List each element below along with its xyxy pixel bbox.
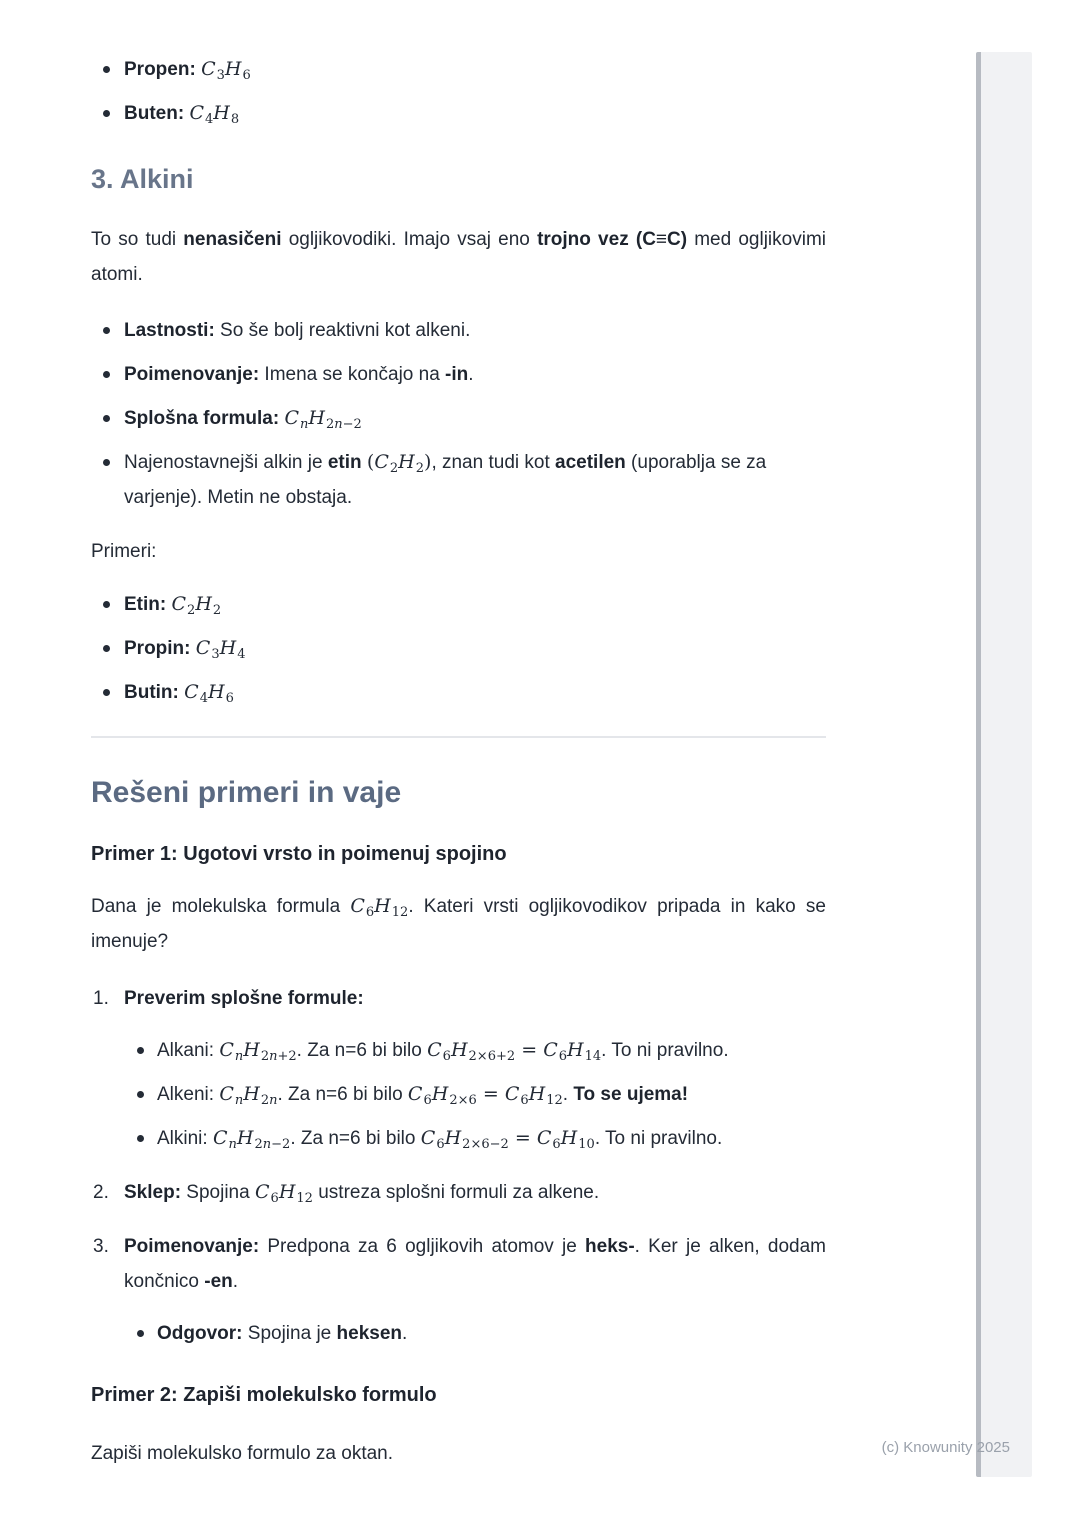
math-letter: n	[228, 1137, 237, 1152]
formula-subscript: 2	[212, 603, 222, 618]
formula-subscript: 2×6	[449, 1093, 477, 1108]
math-letter: C	[420, 1127, 436, 1149]
paragraph	[91, 222, 826, 292]
formula-subscript: 2	[389, 461, 399, 476]
bold-text: Sklep:	[124, 1182, 182, 1203]
copyright-watermark: (c) Knowunity 2025	[881, 1439, 1010, 1456]
math-letter: C	[201, 58, 216, 80]
chem-formula: $(C_2H_2)$	[366, 451, 432, 476]
list-number: 2.	[93, 1182, 109, 1203]
bullet-item	[91, 587, 826, 622]
bullet-marker	[91, 313, 124, 334]
text-run: Primeri:	[91, 541, 157, 562]
math-letter: H	[374, 895, 391, 917]
text-run: .	[468, 364, 474, 385]
section-title: Rešeni primeri in vaje	[91, 776, 402, 809]
chem-formula	[201, 58, 251, 83]
bullet-marker	[91, 587, 124, 608]
math-letter: H	[219, 637, 237, 659]
bullet-list	[91, 52, 826, 131]
bold-text: Poimenovanje:	[124, 364, 260, 385]
math-letter: H	[207, 681, 225, 703]
nested-bullet-list	[124, 1316, 826, 1351]
math-letter: H	[213, 102, 230, 124]
text-run: Spojina je	[242, 1323, 337, 1344]
formula-subscript: 2n+2	[260, 1049, 297, 1064]
text-run: (uporablja se za varjenje). Metin ne obstaja.	[124, 452, 767, 508]
text-run: Imena se končajo na	[259, 364, 446, 385]
math-letter: C	[195, 637, 211, 659]
numbered-item-content	[124, 981, 826, 1156]
chem-formula	[219, 1039, 297, 1064]
bold-text: Lastnosti:	[124, 320, 215, 341]
formula-subscript: 2	[415, 461, 425, 476]
math-letter: C	[284, 407, 300, 429]
text-run: ogljikovodiki. Imajo vsaj eno	[281, 229, 538, 250]
bullet-marker	[91, 445, 124, 466]
bullet-dot-icon	[103, 459, 110, 466]
formula-subscript	[235, 1049, 243, 1064]
bold-text: nenasičeni	[183, 229, 282, 250]
math-letter: C	[254, 1181, 270, 1203]
list-item-text	[124, 981, 826, 1016]
math-letter: C	[219, 1083, 234, 1105]
math-letter: n	[269, 1093, 278, 1108]
text-run: Zapiši molekulsko formulo za oktan.	[91, 1443, 394, 1464]
chem-formula	[171, 593, 222, 618]
math-letter: H	[243, 1083, 260, 1105]
text-run: Alkini:	[157, 1128, 213, 1149]
formula-subscript: 4	[204, 112, 214, 127]
bullet-marker	[91, 52, 124, 73]
text-run: Predpona za 6 ogljikovih atomov je	[259, 1236, 586, 1257]
math-letter: C	[350, 895, 365, 917]
math-letter: n	[234, 1093, 244, 1108]
math-letter: H	[567, 1039, 584, 1061]
example-heading: Primer 1: Ugotovi vrsto in poimenuj spojino	[91, 843, 507, 865]
bullet-marker	[124, 1077, 157, 1098]
chem-formula: $C_6H_{2\times 6} = C_6H_{12}$	[407, 1083, 563, 1108]
math-letter: H	[528, 1083, 546, 1105]
math-letter: C	[407, 1083, 423, 1105]
bullet-marker	[91, 96, 124, 117]
bullet-item	[91, 445, 826, 515]
formula-subscript: 4	[199, 691, 208, 706]
formula-subscript: 12	[296, 1191, 313, 1206]
bullet-dot-icon	[137, 1330, 144, 1337]
formula-subscript: 2	[187, 603, 196, 618]
formula-subscript: 2n−2	[325, 417, 362, 432]
text-run: . To ni pravilno.	[594, 1128, 723, 1149]
bullet-marker	[91, 357, 124, 378]
formula-subscript: 6	[558, 1049, 568, 1064]
math-letter: H	[236, 1127, 254, 1149]
chem-formula	[254, 1181, 313, 1206]
numbered-item	[91, 1229, 826, 1351]
bullet-marker	[124, 1316, 157, 1337]
list-item-text	[124, 1175, 826, 1210]
numbered-item-content	[124, 1175, 826, 1210]
text-run: To so tudi	[91, 229, 184, 250]
bullet-item	[91, 313, 826, 348]
math-letter: n	[300, 417, 309, 432]
text-run: .	[232, 1271, 239, 1292]
text-run: Dana je molekulska formula	[91, 896, 351, 917]
formula-subscript: 3	[211, 647, 220, 662]
math-letter: H	[243, 1039, 260, 1061]
math-letter: C	[536, 1127, 552, 1149]
text-run: . Za n=6 bi bilo	[296, 1040, 428, 1061]
math-letter: H	[450, 1039, 468, 1061]
math-letter: H	[431, 1083, 449, 1105]
bold-text: acetilen	[555, 452, 626, 473]
chem-formula	[350, 895, 409, 920]
bold-text: Poimenovanje:	[124, 1236, 260, 1257]
math-letter: C	[184, 681, 199, 703]
bold-text: Propen:	[124, 59, 196, 80]
bold-text: Etin:	[124, 594, 167, 615]
math-letter: n	[234, 1049, 244, 1064]
nested-bullet-list	[124, 1033, 826, 1156]
math-letter: n	[334, 417, 343, 432]
bullet-marker	[124, 1033, 157, 1054]
bullet-dot-icon	[103, 415, 110, 422]
formula-subscript: 6	[552, 1137, 561, 1152]
section-divider	[91, 736, 826, 738]
list-item-text	[157, 1316, 826, 1351]
subsection-title: 3. Alkini	[91, 164, 194, 194]
bullet-dot-icon	[103, 110, 110, 117]
formula-subscript: 6	[365, 905, 375, 920]
list-item-text	[124, 631, 826, 666]
bullet-item	[91, 357, 826, 392]
bold-text: Splošna formula:	[124, 408, 280, 429]
list-item-text	[124, 313, 826, 348]
bold-text: Buten:	[124, 103, 185, 124]
paragraph	[91, 889, 826, 959]
text-run: , znan tudi kot	[431, 452, 556, 473]
formula-subscript: 6	[436, 1137, 445, 1152]
bullet-dot-icon	[103, 601, 110, 608]
bold-text: To se ujema!	[573, 1084, 689, 1105]
numbered-list	[91, 981, 826, 1351]
bullet-marker	[91, 675, 124, 696]
text-run: med ogljikovimi atomi.	[91, 229, 826, 285]
bullet-dot-icon	[137, 1135, 144, 1142]
chem-formula	[195, 637, 246, 662]
bold-text: Butin:	[124, 682, 179, 703]
bold-text: etin	[327, 452, 362, 473]
bullet-dot-icon	[137, 1047, 144, 1054]
bullet-dot-icon	[137, 1091, 144, 1098]
math-letter: H	[224, 58, 242, 80]
bold-text: -in	[445, 364, 469, 385]
bold-text: Preverim splošne formule:	[124, 988, 364, 1009]
math-letter: H	[444, 1127, 462, 1149]
list-item-text	[124, 401, 826, 436]
formula-subscript: 2n−2	[254, 1137, 291, 1152]
math-letter: C	[543, 1039, 558, 1061]
bullet-dot-icon	[103, 689, 110, 696]
numbered-item-content	[124, 1229, 826, 1351]
math-letter: n	[262, 1137, 272, 1152]
formula-subscript: 2×6−2	[462, 1137, 509, 1152]
math-letter: C	[189, 102, 204, 124]
list-item-text	[157, 1033, 826, 1068]
chem-formula	[212, 1127, 291, 1152]
formula-subscript: 6	[520, 1093, 529, 1108]
math-letter: H	[398, 451, 415, 473]
bullet-item	[91, 52, 826, 87]
math-letter: H	[278, 1181, 296, 1203]
math-letter: H	[195, 593, 212, 615]
math-letter: n	[269, 1049, 278, 1064]
chem-formula	[284, 407, 362, 432]
chem-formula: $C_6H_{2\times 6-2} = C_6H_{10}$	[420, 1127, 595, 1152]
text-run: Spojina	[181, 1182, 255, 1203]
formula-subscript: 3	[216, 68, 225, 83]
formula-subscript	[235, 1093, 243, 1108]
text-run: . To ni pravilno.	[601, 1040, 729, 1061]
text-run: Alkani:	[157, 1040, 220, 1061]
formula-subscript: 2×6+2	[468, 1049, 516, 1064]
text-run: . Ker je alken, dodam končnico	[124, 1236, 827, 1292]
text-run: .	[402, 1323, 408, 1344]
list-item-text	[124, 675, 826, 710]
list-item-text	[124, 96, 826, 131]
document-content	[91, 6, 826, 1471]
bold-text: Propin:	[124, 638, 191, 659]
numbered-item	[91, 1175, 826, 1210]
text-run: ustreza splošni formuli za alkene.	[312, 1182, 600, 1203]
math-letter: C	[427, 1039, 442, 1061]
paragraph	[91, 1436, 826, 1471]
formula-subscript	[229, 1137, 237, 1152]
text-run: . Za n=6 bi bilo	[290, 1128, 421, 1149]
text-run: . Kateri vrsti ogljikovodikov pripada in kako se imenuje?	[91, 896, 826, 952]
list-number: 1.	[93, 988, 109, 1009]
math-letter: C	[504, 1083, 520, 1105]
nested-bullet-item	[124, 1121, 826, 1156]
paragraph	[91, 534, 826, 569]
list-item-text	[157, 1121, 826, 1156]
formula-subscript: 4	[237, 647, 246, 662]
example-heading: Primer 2: Zapiši molekulsko formulo	[91, 1384, 437, 1406]
bullet-marker	[124, 1121, 157, 1142]
bullet-item	[91, 96, 826, 131]
math-letter: C	[171, 593, 187, 615]
bullet-dot-icon	[103, 327, 110, 334]
chem-formula	[189, 102, 240, 127]
formula-subscript: 6	[423, 1093, 432, 1108]
text-run: So še bolj reaktivni kot alkeni.	[214, 320, 471, 341]
math-letter: C	[374, 451, 389, 473]
list-number: 3.	[93, 1236, 109, 1257]
list-item-text	[124, 1229, 826, 1299]
bullet-marker	[91, 631, 124, 652]
bold-text: trojno vez (C≡C)	[537, 229, 688, 250]
bold-text: heks-	[585, 1236, 635, 1257]
bullet-dot-icon	[103, 66, 110, 73]
bold-text: Odgovor:	[157, 1323, 243, 1344]
math-letter: C	[219, 1039, 234, 1061]
text-run: Alkeni:	[157, 1084, 220, 1105]
nested-bullet-item	[124, 1316, 826, 1351]
formula-subscript: 6	[442, 1049, 451, 1064]
bullet-dot-icon	[103, 645, 110, 652]
bullet-list	[91, 313, 826, 515]
bold-text: heksen	[336, 1323, 402, 1344]
list-item-text	[157, 1077, 826, 1112]
list-item-text	[124, 445, 826, 515]
math-letter: H	[560, 1127, 578, 1149]
bullet-marker	[91, 401, 124, 422]
list-item-text	[124, 587, 826, 622]
text-run: .	[562, 1084, 574, 1105]
bullet-list	[91, 587, 826, 710]
nested-bullet-item	[124, 1077, 826, 1112]
formula-subscript: 6	[225, 691, 234, 706]
bold-text: -en	[204, 1271, 233, 1292]
adjacent-page-edge	[976, 52, 1032, 1477]
text-run: . Za n=6 bi bilo	[277, 1084, 408, 1105]
formula-subscript: 14	[584, 1049, 602, 1064]
bullet-dot-icon	[103, 371, 110, 378]
chem-formula: $C_6H_{2\times 6+2} = C_6H_{14}$	[427, 1039, 602, 1064]
formula-subscript: 8	[230, 112, 240, 127]
math-letter: C	[212, 1127, 228, 1149]
chem-formula	[184, 681, 234, 706]
bullet-item	[91, 631, 826, 666]
math-letter: H	[308, 407, 325, 429]
list-item-text	[124, 52, 826, 87]
formula-subscript: 6	[242, 68, 251, 83]
list-item-text	[124, 357, 826, 392]
formula-subscript: 12	[391, 905, 409, 920]
formula-subscript: 10	[578, 1137, 595, 1152]
numbered-item	[91, 981, 826, 1156]
text-run: Najenostavnejši alkin je	[124, 452, 328, 473]
formula-subscript: 2n	[260, 1093, 278, 1108]
chem-formula	[219, 1083, 278, 1108]
bullet-item	[91, 675, 826, 710]
formula-subscript: 6	[270, 1191, 279, 1206]
formula-subscript: 12	[546, 1093, 563, 1108]
nested-bullet-item	[124, 1033, 826, 1068]
bullet-item	[91, 401, 826, 436]
